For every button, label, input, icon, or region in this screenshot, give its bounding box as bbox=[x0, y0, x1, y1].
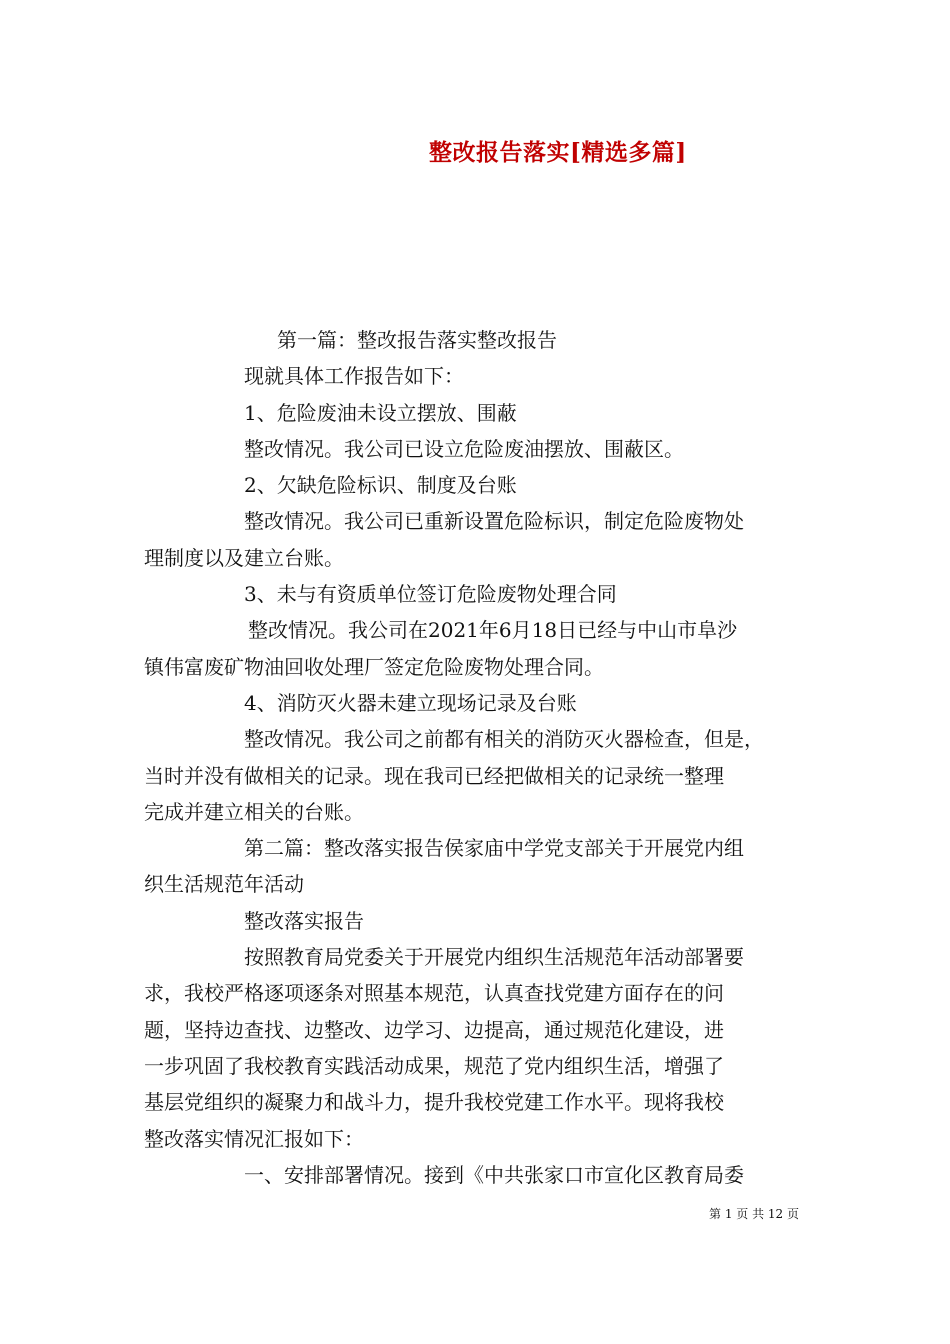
document-title: 整改报告落实[精选多篇] bbox=[429, 139, 687, 166]
text-line: 一步巩固了我校教育实践活动成果，规范了党内组织生活，增强了 bbox=[144, 1053, 724, 1078]
text-line: 织生活规范年活动 bbox=[144, 872, 304, 897]
text-line: 理制度以及建立台账。 bbox=[144, 545, 344, 570]
text-line: 现就具体工作报告如下： bbox=[244, 364, 464, 389]
text-line: 求，我校严格逐项逐条对照基本规范，认真查找党建方面存在的问 bbox=[144, 981, 724, 1006]
text-line: 镇伟富废矿物油回收处理厂签定危险废物处理合同。 bbox=[144, 654, 604, 679]
document-body bbox=[144, 322, 812, 1193]
text-line: 题，坚持边查找、边整改、边学习、边提高，通过规范化建设，进 bbox=[144, 1017, 724, 1042]
text-line: 按照教育局党委关于开展党内组织生活规范年活动部署要 bbox=[244, 945, 744, 970]
text-line: 整改情况。我公司在2021年6月18日已经与中山市阜沙 bbox=[248, 618, 738, 643]
text-line: 4、消防灭火器未建立现场记录及台账 bbox=[244, 690, 577, 715]
text-line: 整改落实报告 bbox=[244, 908, 364, 933]
text-line: 一、安排部署情况。接到《中共张家口市宣化区教育局委 bbox=[244, 1162, 744, 1187]
text-line: 完成并建立相关的台账。 bbox=[144, 799, 364, 824]
text-line: 2、欠缺危险标识、制度及台账 bbox=[244, 473, 517, 498]
page-footer: 第 1 页 共 12 页 bbox=[709, 1207, 799, 1221]
text-line: 整改情况。我公司已重新设置危险标识，制定危险废物处 bbox=[244, 509, 744, 534]
text-line: 第一篇：整改报告落实整改报告 bbox=[277, 328, 557, 352]
text-line: 1、危险废油未设立摆放、围蔽 bbox=[244, 400, 517, 425]
text-line: 3、未与有资质单位签订危险废物处理合同 bbox=[244, 582, 617, 607]
text-line: 整改落实情况汇报如下： bbox=[144, 1126, 364, 1151]
text-line: 基层党组织的凝聚力和战斗力，提升我校党建工作水平。现将我校 bbox=[144, 1090, 724, 1115]
text-line: 整改情况。我公司已设立危险废油摆放、围蔽区。 bbox=[244, 436, 684, 461]
text-line: 第二篇：整改落实报告侯家庙中学党支部关于开展党内组 bbox=[244, 836, 744, 861]
text-line: 整改情况。我公司之前都有相关的消防灭火器检查，但是， bbox=[244, 727, 764, 752]
text-line: 当时并没有做相关的记录。现在我司已经把做相关的记录统一整理 bbox=[144, 763, 724, 788]
